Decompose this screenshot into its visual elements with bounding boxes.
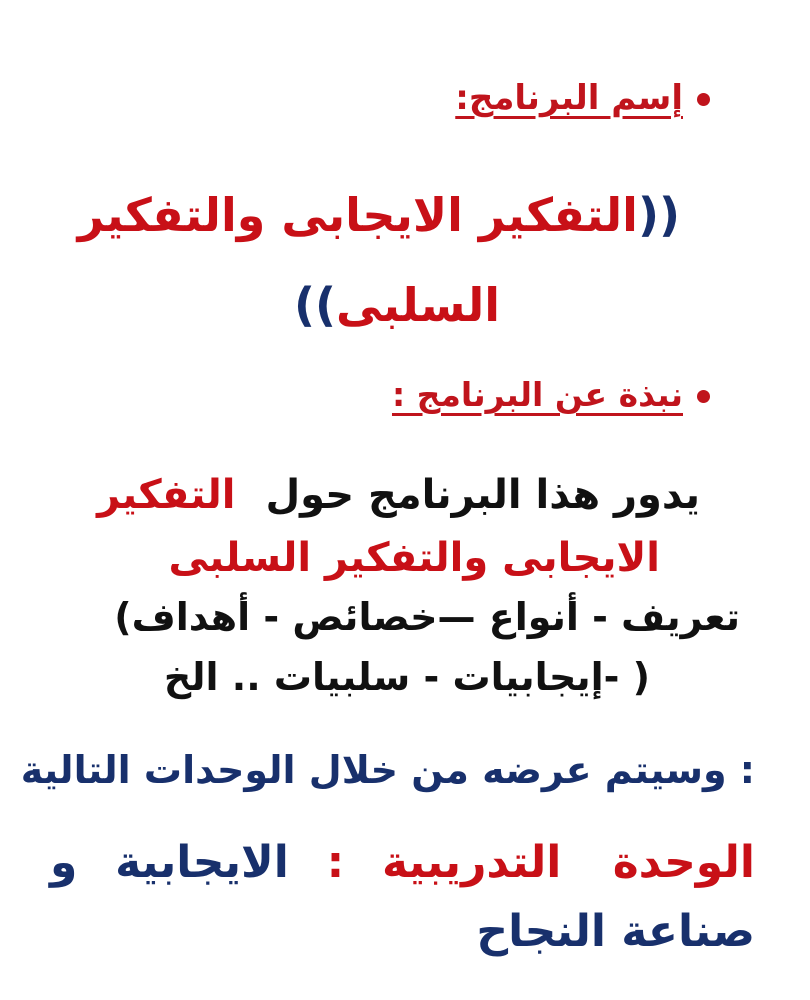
unit-line1 — [50, 837, 755, 888]
program-title-text-2: السلبى — [336, 278, 500, 332]
unit-title-and: و — [50, 837, 78, 888]
about-line3: تعريف - أنواع —خصائص - أهداف) — [114, 595, 740, 639]
units-intro: : وسيتم عرضه من خلال الوحدات التالية — [20, 748, 755, 792]
unit-colon: : — [326, 837, 345, 888]
bullet-icon — [697, 93, 710, 106]
section-name-heading — [455, 78, 710, 118]
unit-title-part1: الايجابية — [115, 837, 289, 888]
open-parens: (( — [637, 188, 680, 242]
unit-label: الوحدة التدريبية — [381, 837, 755, 888]
about-line1 — [97, 472, 700, 518]
about-line4: ( -إيجابيات - سلبيات .. الخ — [163, 655, 650, 699]
program-title-line2 — [294, 278, 500, 332]
program-title-text-1: التفكير الايجابى والتفكير — [77, 188, 638, 242]
about-line1-black: يدور هذا البرنامج حول — [265, 472, 700, 518]
about-line1-red: التفكير — [97, 472, 236, 518]
about-line2: الايجابى والتفكير السلبى — [168, 535, 660, 581]
section-about-heading — [392, 375, 710, 414]
close-parens: )) — [294, 278, 337, 332]
unit-line2: صناعة النجاح — [476, 906, 755, 957]
section-name-label: إسم البرنامج: — [455, 78, 683, 118]
section-about-label: نبذة عن البرنامج : — [391, 375, 683, 414]
bullet-icon — [697, 390, 710, 403]
program-title-line1 — [78, 188, 680, 242]
